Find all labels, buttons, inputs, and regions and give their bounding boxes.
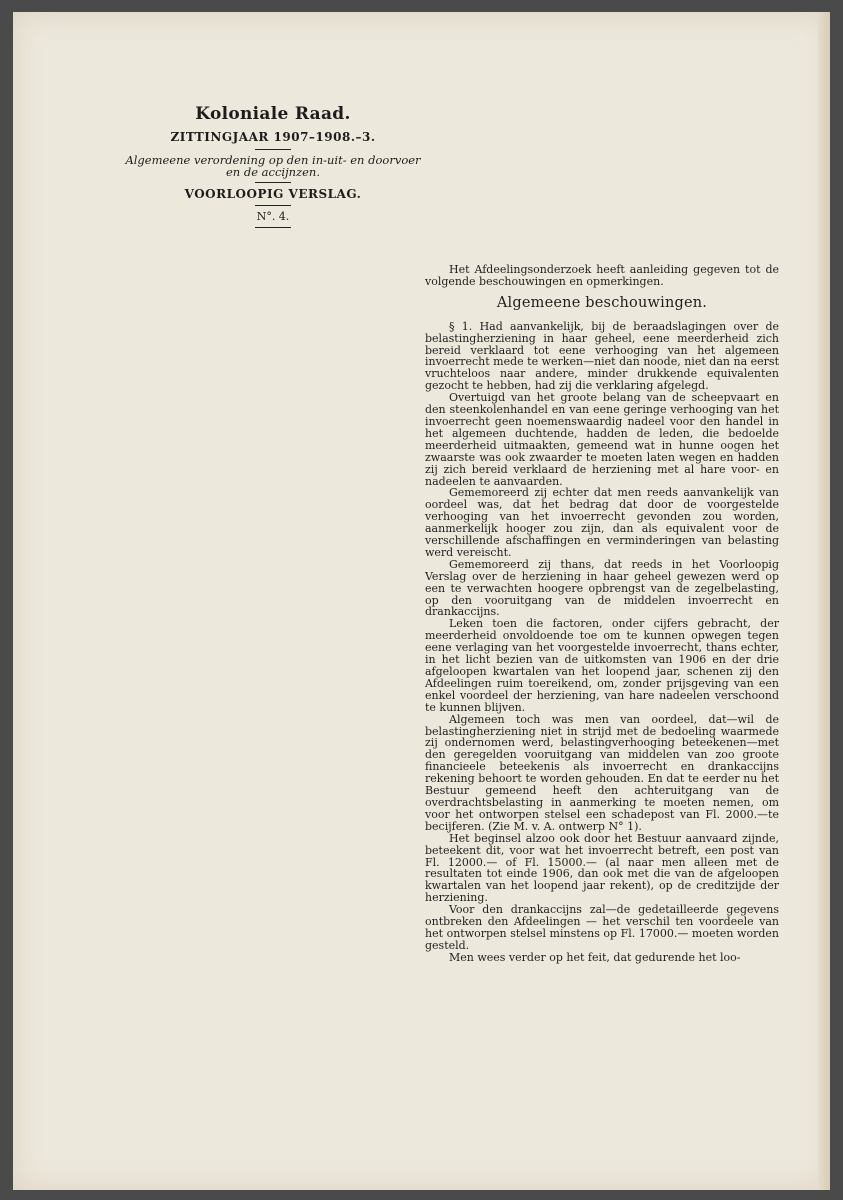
paragraph: § 1. Had aanvankelijk, bij de beraadslagingen over de belastingherziening in haar geheel, eene meerderheid zich bereid verklaard tot eene verhooging van het algemeen invoerrecht mede te werken—niet dan noode, niet dan na eerst vruchteloos naar andere, minder drukkende equivalenten gezocht te hebben, had zij die verklaring afgelegd.: [425, 319, 779, 393]
paragraph: Gememoreerd zij echter dat men reeds aanvankelijk van oordeel was, dat het bedrag dat door de voorgestelde verhooging van het invoerrecht gevonden zou worden, aanmerkelijk hooger zou zijn, dan als equivalent voor de verschillende afschaffingen en verminderingen van belasting werd vereischt.: [425, 486, 779, 559]
page-edge: [818, 12, 830, 1190]
paragraph: Voor den drankaccijns zal—de gedetailleerde gegevens ontbreken den Afdeelingen — het verschil ten voordeele van het ontworpen stelsel minstens op Fl. 17000.— moeten worden gesteld.: [425, 903, 779, 952]
paragraph: Leken toen die factoren, onder cijfers gebracht, der meerderheid onvoldoende toe om te kunnen opwegen tegen eene verlaging van het voorgestelde invoerrecht, thans echter, in het licht bezien van de uitkomsten van 1906 en der drie afgeloopen kwartalen van het loopend jaar, schenen zij den Afdeelingen ruim toereikend, om, zonder prijsgeving van een enkel voordeel der herziening, van hare nadeelen verschoond te kunnen blijven.: [425, 617, 779, 714]
paragraph: Algemeen toch was men van oordeel, dat—wil de belastingherziening niet in strijd met de bedoeling waarmede zij ondernomen werd, belastingverhooging beteekenen—met den geregelden vooruitgang van middelen van zoo groote financieele beteekenis als invoerrecht en drankaccijns rekening behoort te worden gehouden. En dat te eerder nu het Bestuur gemeend heeft den achteruitgang van de overdrachtsbelasting in aanmerking te moeten nemen, om voor het ontworpen stelsel een schadepost van Fl. 2000.—te becijferen. (Zie M. v. A. ontwerp N° 1).: [425, 712, 779, 833]
report-body: [425, 264, 779, 964]
session-year: ZITTINGJAAR 1907–1908.–3.: [170, 130, 376, 144]
divider: [255, 205, 291, 206]
intro-paragraph: Het Afdeelingsonderzoek heeft aanleiding gegeven tot de volgende beschouwingen en opmerkingen.: [425, 263, 779, 288]
document-title: Koloniale Raad.: [195, 104, 351, 124]
document-subject: Algemeene verordening op den in-uit- en doorvoer en de accijnzen.: [125, 153, 421, 179]
paragraph: Men wees verder op het feit, dat gedurende het loo-: [449, 950, 741, 964]
divider: [255, 149, 291, 150]
section-heading: Algemeene beschouwingen.: [496, 294, 708, 311]
divider: [255, 227, 291, 228]
paragraph: Het beginsel alzoo ook door het Bestuur aanvaard zijnde, beteekent dit, voor wat het invoerrecht betreft, een post van Fl. 12000.— of Fl. 15000.— (al naar men alleen met de resultaten tot einde 1906, dan ook met die van de afgeloopen kwartalen van het loopend jaar rekent), op de creditzijde der herziening.: [425, 831, 779, 905]
document-number: N°. 4.: [256, 210, 290, 223]
paragraph: Gememoreerd zij thans, dat reeds in het Voorloopig Verslag over de herziening in haar geheel gewezen werd op een te verwachten hoogere opbrengst van de zegelbelasting, op den vooruitgang van de middelen invoerrecht en drankaccijns.: [425, 557, 779, 619]
divider: [255, 182, 291, 183]
paragraph: Overtuigd van het groote belang van de scheepvaart en den steenkolenhandel en van eene geringe verhooging van het invoerrecht geen noemenswaardig nadeel voor den handel in het algemeen duchtende, hadden de leden, die bedoelde meerderheid uitmaakten, gemeend wat in hunne oogen het zwaarste was ook zwaarder te moeten laten wegen en hadden zij zich bereid verklaard de herziening met al hare voor- en nadeelen te aanvaarden.: [425, 391, 779, 488]
report-type: VOORLOOPIG VERSLAG.: [184, 187, 362, 201]
document-page: [13, 12, 830, 1190]
document-header: [123, 104, 423, 232]
